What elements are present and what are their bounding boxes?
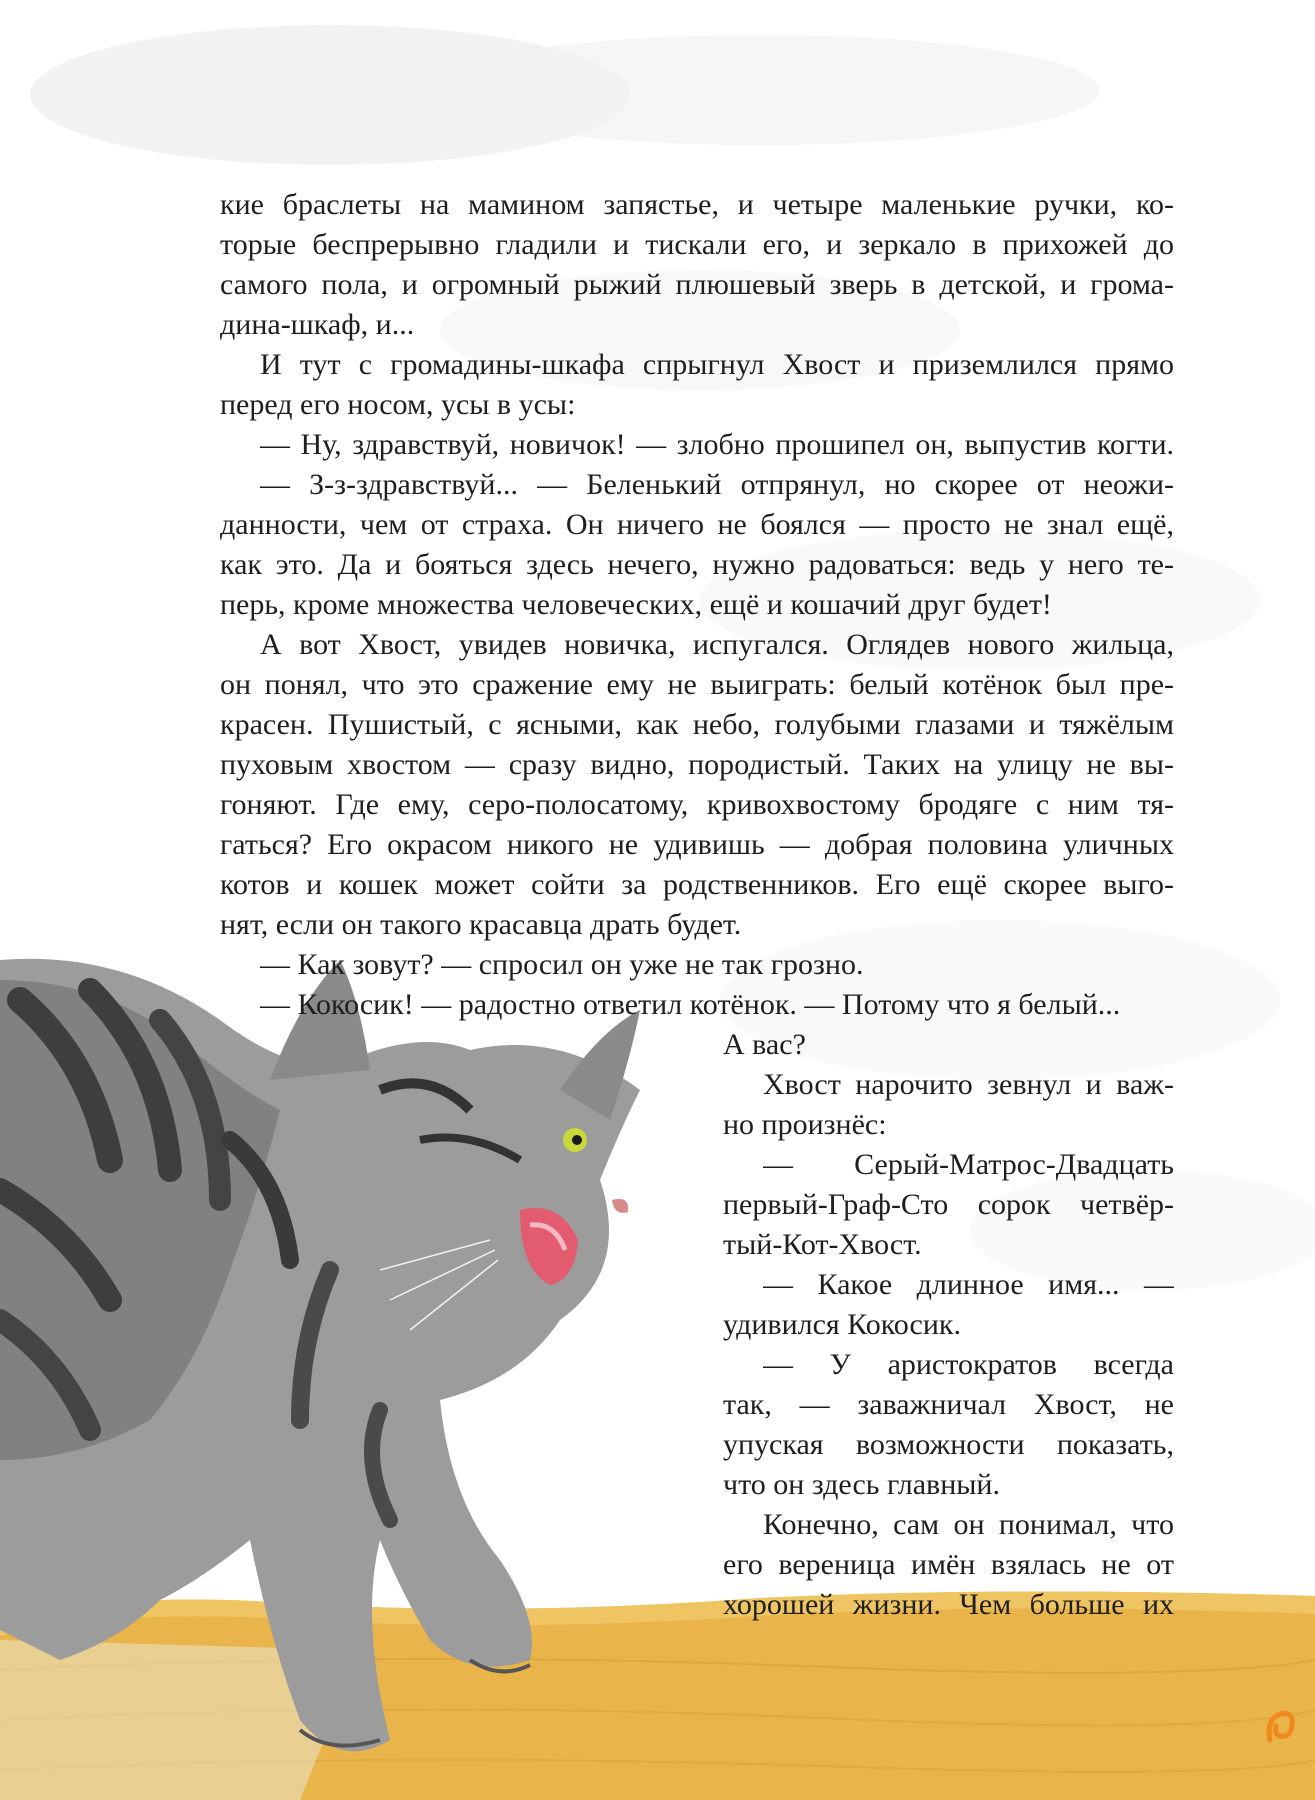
text-line: А вот Хвост, увидев новичка, испугался. Оглядев нового жильца, xyxy=(260,628,1174,661)
text-line: его вереница имён взялась не от xyxy=(723,1548,1174,1581)
text-line: как это. Да и бояться здесь нечего, нужно радоваться: ведь у него те- xyxy=(220,548,1174,581)
text-line: гоняют. Где ему, серо-полосатому, кривохвостому бродяге с ним тя- xyxy=(220,788,1174,821)
text-line: И тут с громадины-шкафа спрыгнул Хвост и приземлился прямо xyxy=(260,348,1174,381)
text-line: первый-Граф-Сто сорок четвёр- xyxy=(723,1188,1174,1221)
text-line: дина-шкаф, и... xyxy=(220,308,415,341)
text-line: гаться? Его окрасом никого не удивишь — добрая половина уличных xyxy=(220,828,1174,861)
text-line: пуховым хвостом — сразу видно, породистый. Таких на улицу не вы- xyxy=(220,748,1174,781)
text-line: торые беспрерывно гладили и тискали его, и зеркало в прихожей до xyxy=(220,228,1174,261)
text-line: — Какое длинное имя... — xyxy=(763,1268,1174,1301)
text-line: хорошей жизни. Чем больше их xyxy=(723,1588,1174,1621)
text-line: нят, если он такого красавца драть будет. xyxy=(220,908,742,941)
text-line: — Как зовут? — спросил он уже не так грозно. xyxy=(260,948,864,981)
text-line: Хвост нарочито зевнул и важ- xyxy=(763,1068,1174,1101)
text-line: данности, чем от страха. Он ничего не боялся — просто не знал ещё, xyxy=(220,508,1174,541)
text-line: перь, кроме множества человеческих, ещё и кошачий друг будет! xyxy=(220,588,1052,621)
text-line: Конечно, сам он понимал, что xyxy=(763,1508,1174,1541)
text-line: но произнёс: xyxy=(723,1108,887,1141)
text-line: — У аристократов всегда xyxy=(763,1348,1174,1381)
text-line: так, — заважничал Хвост, не xyxy=(723,1388,1174,1421)
text-line: что он здесь главный. xyxy=(723,1468,1000,1501)
text-line: — З-з-здравствуй... — Беленький отпрянул, но скорее от неожи- xyxy=(260,468,1174,501)
text-line: котов и кошек может сойти за родственников. Его ещё скорее выго- xyxy=(220,868,1174,901)
text-line: — Ну, здравствуй, новичок! — злобно прошипел он, выпустив когти. xyxy=(260,428,1174,461)
text-line: удивился Кокосик. xyxy=(723,1308,961,1341)
text-line: А вас? xyxy=(723,1028,806,1061)
text-line: упуская возможности показать, xyxy=(723,1428,1174,1461)
text-line: — Кокосик! — радостно ответил котёнок. — Потому что я белый... xyxy=(260,988,1121,1021)
text-line: тый-Кот-Хвост. xyxy=(723,1228,922,1261)
text-line: — Серый-Матрос-Двадцать xyxy=(763,1148,1174,1181)
text-line: перед его носом, усы в усы: xyxy=(220,388,576,421)
text-line: красен. Пушистый, с ясными, как небо, голубыми глазами и тяжёлым xyxy=(220,708,1174,741)
text-line: он понял, что это сражение ему не выиграть: белый котёнок был пре- xyxy=(220,668,1174,701)
text-line: кие браслеты на мамином запястье, и четыре маленькие ручки, ко- xyxy=(220,188,1174,221)
text-line: самого пола, и огромный рыжий плюшевый зверь в детской, и грома- xyxy=(220,268,1174,301)
